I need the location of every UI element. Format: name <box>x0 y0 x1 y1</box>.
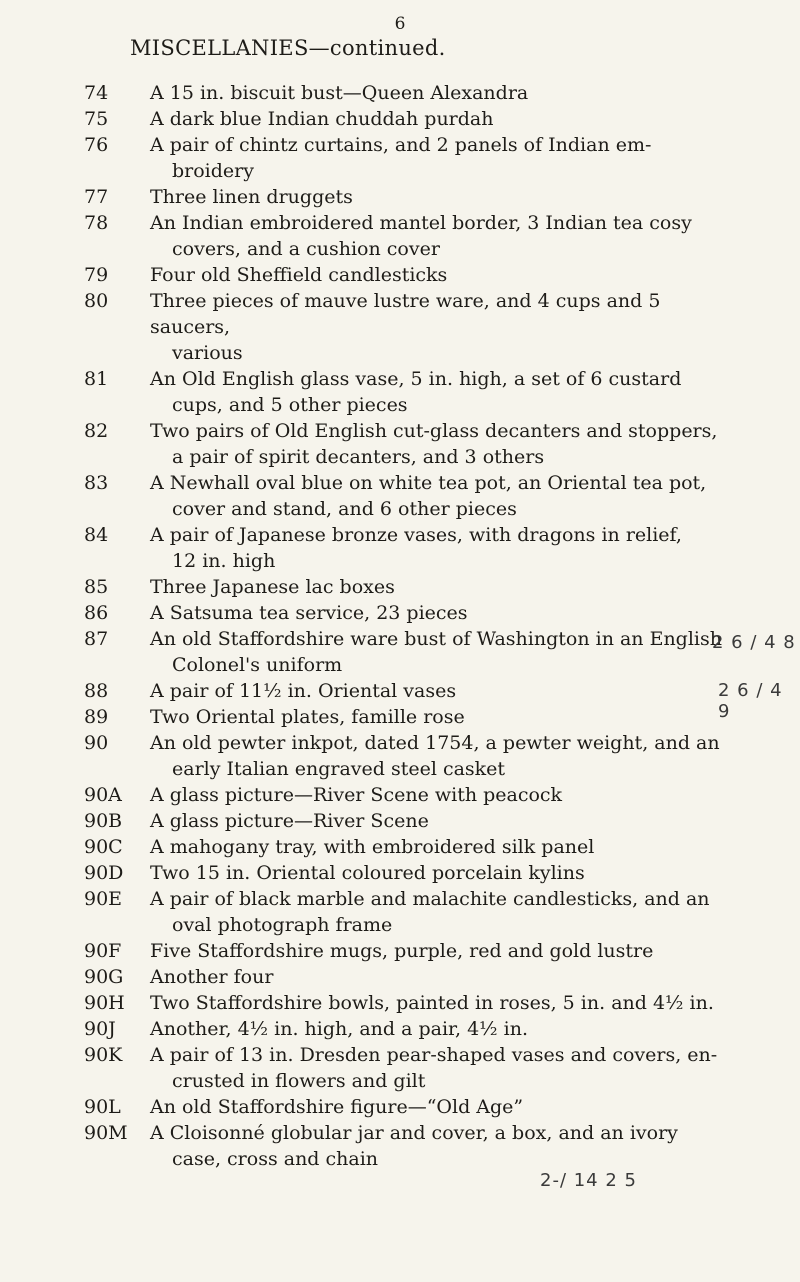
lot-description <box>150 1042 734 1094</box>
lot-description <box>150 964 734 990</box>
lot-number: 78 <box>84 212 109 234</box>
lot-item <box>84 704 734 730</box>
lot-text-continued: case, cross and chain <box>172 1148 379 1170</box>
lot-item <box>84 1042 734 1094</box>
lot-number: 79 <box>84 264 109 286</box>
lot-text: A glass picture—River Scene <box>150 810 429 832</box>
lot-item <box>84 288 734 366</box>
lot-text: A pair of 13 in. Dresden pear-shaped vases and covers, en- <box>150 1044 718 1066</box>
lot-item <box>84 782 734 808</box>
lot-item <box>84 1120 734 1172</box>
lot-item <box>84 730 734 782</box>
lot-text-continued: broidery <box>172 160 254 182</box>
lot-text-continued: early Italian engraved steel casket <box>172 758 506 780</box>
lot-item <box>84 886 734 938</box>
lot-text: An Indian embroidered mantel border, 3 Indian tea cosy <box>150 212 692 234</box>
lot-text: Another four <box>150 966 274 988</box>
lot-number: 75 <box>84 108 109 130</box>
lot-text: Three linen druggets <box>150 186 353 208</box>
page-number: 6 <box>394 14 406 34</box>
lot-item <box>84 132 734 184</box>
lot-text: A mahogany tray, with embroidered silk panel <box>150 836 595 858</box>
lot-description <box>150 106 734 132</box>
lot-description <box>150 288 734 366</box>
lot-text-continued: 12 in. high <box>172 550 276 572</box>
lot-item <box>84 106 734 132</box>
lot-text: Two Staffordshire bowls, painted in roses, 5 in. and 4½ in. <box>150 992 714 1014</box>
lot-text: Five Staffordshire mugs, purple, red and gold lustre <box>150 940 654 962</box>
lot-item <box>84 522 734 574</box>
lot-text: A dark blue Indian chuddah purdah <box>150 108 494 130</box>
lot-number: 90 <box>84 732 109 754</box>
lot-description <box>150 574 734 600</box>
lot-text: Two Oriental plates, famille rose <box>150 706 465 728</box>
lot-number: 88 <box>84 680 109 702</box>
lot-item <box>84 600 734 626</box>
lot-text: A pair of chintz curtains, and 2 panels of Indian em- <box>150 134 652 156</box>
margin-annotation: 2 6 / 4 8 <box>712 632 796 653</box>
lot-description <box>150 860 734 886</box>
lot-text: An old Staffordshire ware bust of Washington in an English <box>150 628 722 650</box>
lot-text: A pair of 11½ in. Oriental vases <box>150 680 457 702</box>
lot-number: 87 <box>84 628 109 650</box>
lot-text-continued: cups, and 5 other pieces <box>172 394 408 416</box>
lot-description <box>150 990 734 1016</box>
lot-number: 81 <box>84 368 109 390</box>
lot-number: 90C <box>84 836 123 858</box>
lot-number: 84 <box>84 524 109 546</box>
lot-description <box>150 704 734 730</box>
lot-text-continued: oval photograph frame <box>172 914 393 936</box>
lot-description <box>150 132 734 184</box>
lot-number: 90A <box>84 784 122 806</box>
section-heading: MISCELLANIES—continued. <box>130 36 446 60</box>
lot-description <box>150 522 734 574</box>
lot-description <box>150 80 734 106</box>
lot-description <box>150 1094 734 1120</box>
lot-text-continued: a pair of spirit decanters, and 3 others <box>172 446 545 468</box>
lot-description <box>150 730 734 782</box>
lot-description <box>150 626 734 678</box>
lot-item <box>84 1016 734 1042</box>
lot-description <box>150 782 734 808</box>
margin-annotation: 2 6 / 4 9 <box>718 680 783 722</box>
lot-text: A Newhall oval blue on white tea pot, an Oriental tea pot, <box>150 472 707 494</box>
lot-text-continued: Colonel's uniform <box>172 654 343 676</box>
lot-number: 90E <box>84 888 123 910</box>
lot-item <box>84 964 734 990</box>
lot-item <box>84 626 734 678</box>
lot-item <box>84 990 734 1016</box>
lot-text: A 15 in. biscuit bust—Queen Alexandra <box>150 82 529 104</box>
lot-number: 90B <box>84 810 123 832</box>
lot-number: 90K <box>84 1044 123 1066</box>
lot-item <box>84 834 734 860</box>
lot-item <box>84 80 734 106</box>
lot-description <box>150 1120 734 1172</box>
lot-text: An old pewter inkpot, dated 1754, a pewter weight, and an <box>150 732 720 754</box>
lot-item <box>84 418 734 470</box>
lot-text: A pair of Japanese bronze vases, with dragons in relief, <box>150 524 682 546</box>
lot-number: 89 <box>84 706 109 728</box>
lot-number: 90G <box>84 966 124 988</box>
lot-item <box>84 210 734 262</box>
price-annotation: 2-/ 14 2 5 <box>540 1170 637 1191</box>
lot-number: 74 <box>84 82 109 104</box>
lot-text: Three Japanese lac boxes <box>150 576 395 598</box>
lot-number: 82 <box>84 420 109 442</box>
lot-number: 83 <box>84 472 109 494</box>
lot-description <box>150 600 734 626</box>
lot-number: 85 <box>84 576 109 598</box>
lot-description <box>150 262 734 288</box>
lot-text: Two 15 in. Oriental coloured porcelain kylins <box>150 862 585 884</box>
lot-number: 86 <box>84 602 109 624</box>
lot-list <box>84 80 734 1172</box>
lot-text: An Old English glass vase, 5 in. high, a set of 6 custard <box>150 368 682 390</box>
lot-number: 90H <box>84 992 125 1014</box>
lot-description <box>150 938 734 964</box>
lot-description <box>150 834 734 860</box>
lot-number: 90M <box>84 1122 128 1144</box>
lot-text: Another, 4½ in. high, and a pair, 4½ in. <box>150 1018 528 1040</box>
lot-number: 90J <box>84 1018 116 1040</box>
lot-description <box>150 418 734 470</box>
lot-description <box>150 184 734 210</box>
lot-text: An old Staffordshire figure—“Old Age” <box>150 1096 524 1118</box>
lot-text-continued: various <box>172 342 243 364</box>
lot-text: Four old Sheffield candlesticks <box>150 264 448 286</box>
lot-number: 77 <box>84 186 109 208</box>
lot-item <box>84 678 734 704</box>
lot-text-continued: crusted in flowers and gilt <box>172 1070 426 1092</box>
lot-item <box>84 1094 734 1120</box>
lot-description <box>150 678 734 704</box>
lot-number: 90D <box>84 862 124 884</box>
lot-item <box>84 184 734 210</box>
lot-item <box>84 262 734 288</box>
lot-text: A Cloisonné globular jar and cover, a box, and an ivory <box>150 1122 678 1144</box>
lot-text-continued: covers, and a cushion cover <box>172 238 440 260</box>
lot-description <box>150 470 734 522</box>
lot-item <box>84 366 734 418</box>
lot-text: A pair of black marble and malachite candlesticks, and an <box>150 888 710 910</box>
lot-description <box>150 210 734 262</box>
lot-description <box>150 886 734 938</box>
lot-text: A Satsuma tea service, 23 pieces <box>150 602 468 624</box>
lot-item <box>84 470 734 522</box>
lot-description <box>150 1016 734 1042</box>
lot-text: Two pairs of Old English cut-glass decanters and stoppers, <box>150 420 718 442</box>
lot-description <box>150 366 734 418</box>
lot-item <box>84 938 734 964</box>
lot-number: 90L <box>84 1096 121 1118</box>
lot-item <box>84 808 734 834</box>
lot-text: A glass picture—River Scene with peacock <box>150 784 563 806</box>
lot-text-continued: cover and stand, and 6 other pieces <box>172 498 517 520</box>
lot-number: 80 <box>84 290 109 312</box>
lot-item <box>84 860 734 886</box>
lot-number: 76 <box>84 134 109 156</box>
lot-text: Three pieces of mauve lustre ware, and 4 cups and 5 saucers, <box>150 290 661 338</box>
lot-item <box>84 574 734 600</box>
lot-number: 90F <box>84 940 122 962</box>
lot-description <box>150 808 734 834</box>
